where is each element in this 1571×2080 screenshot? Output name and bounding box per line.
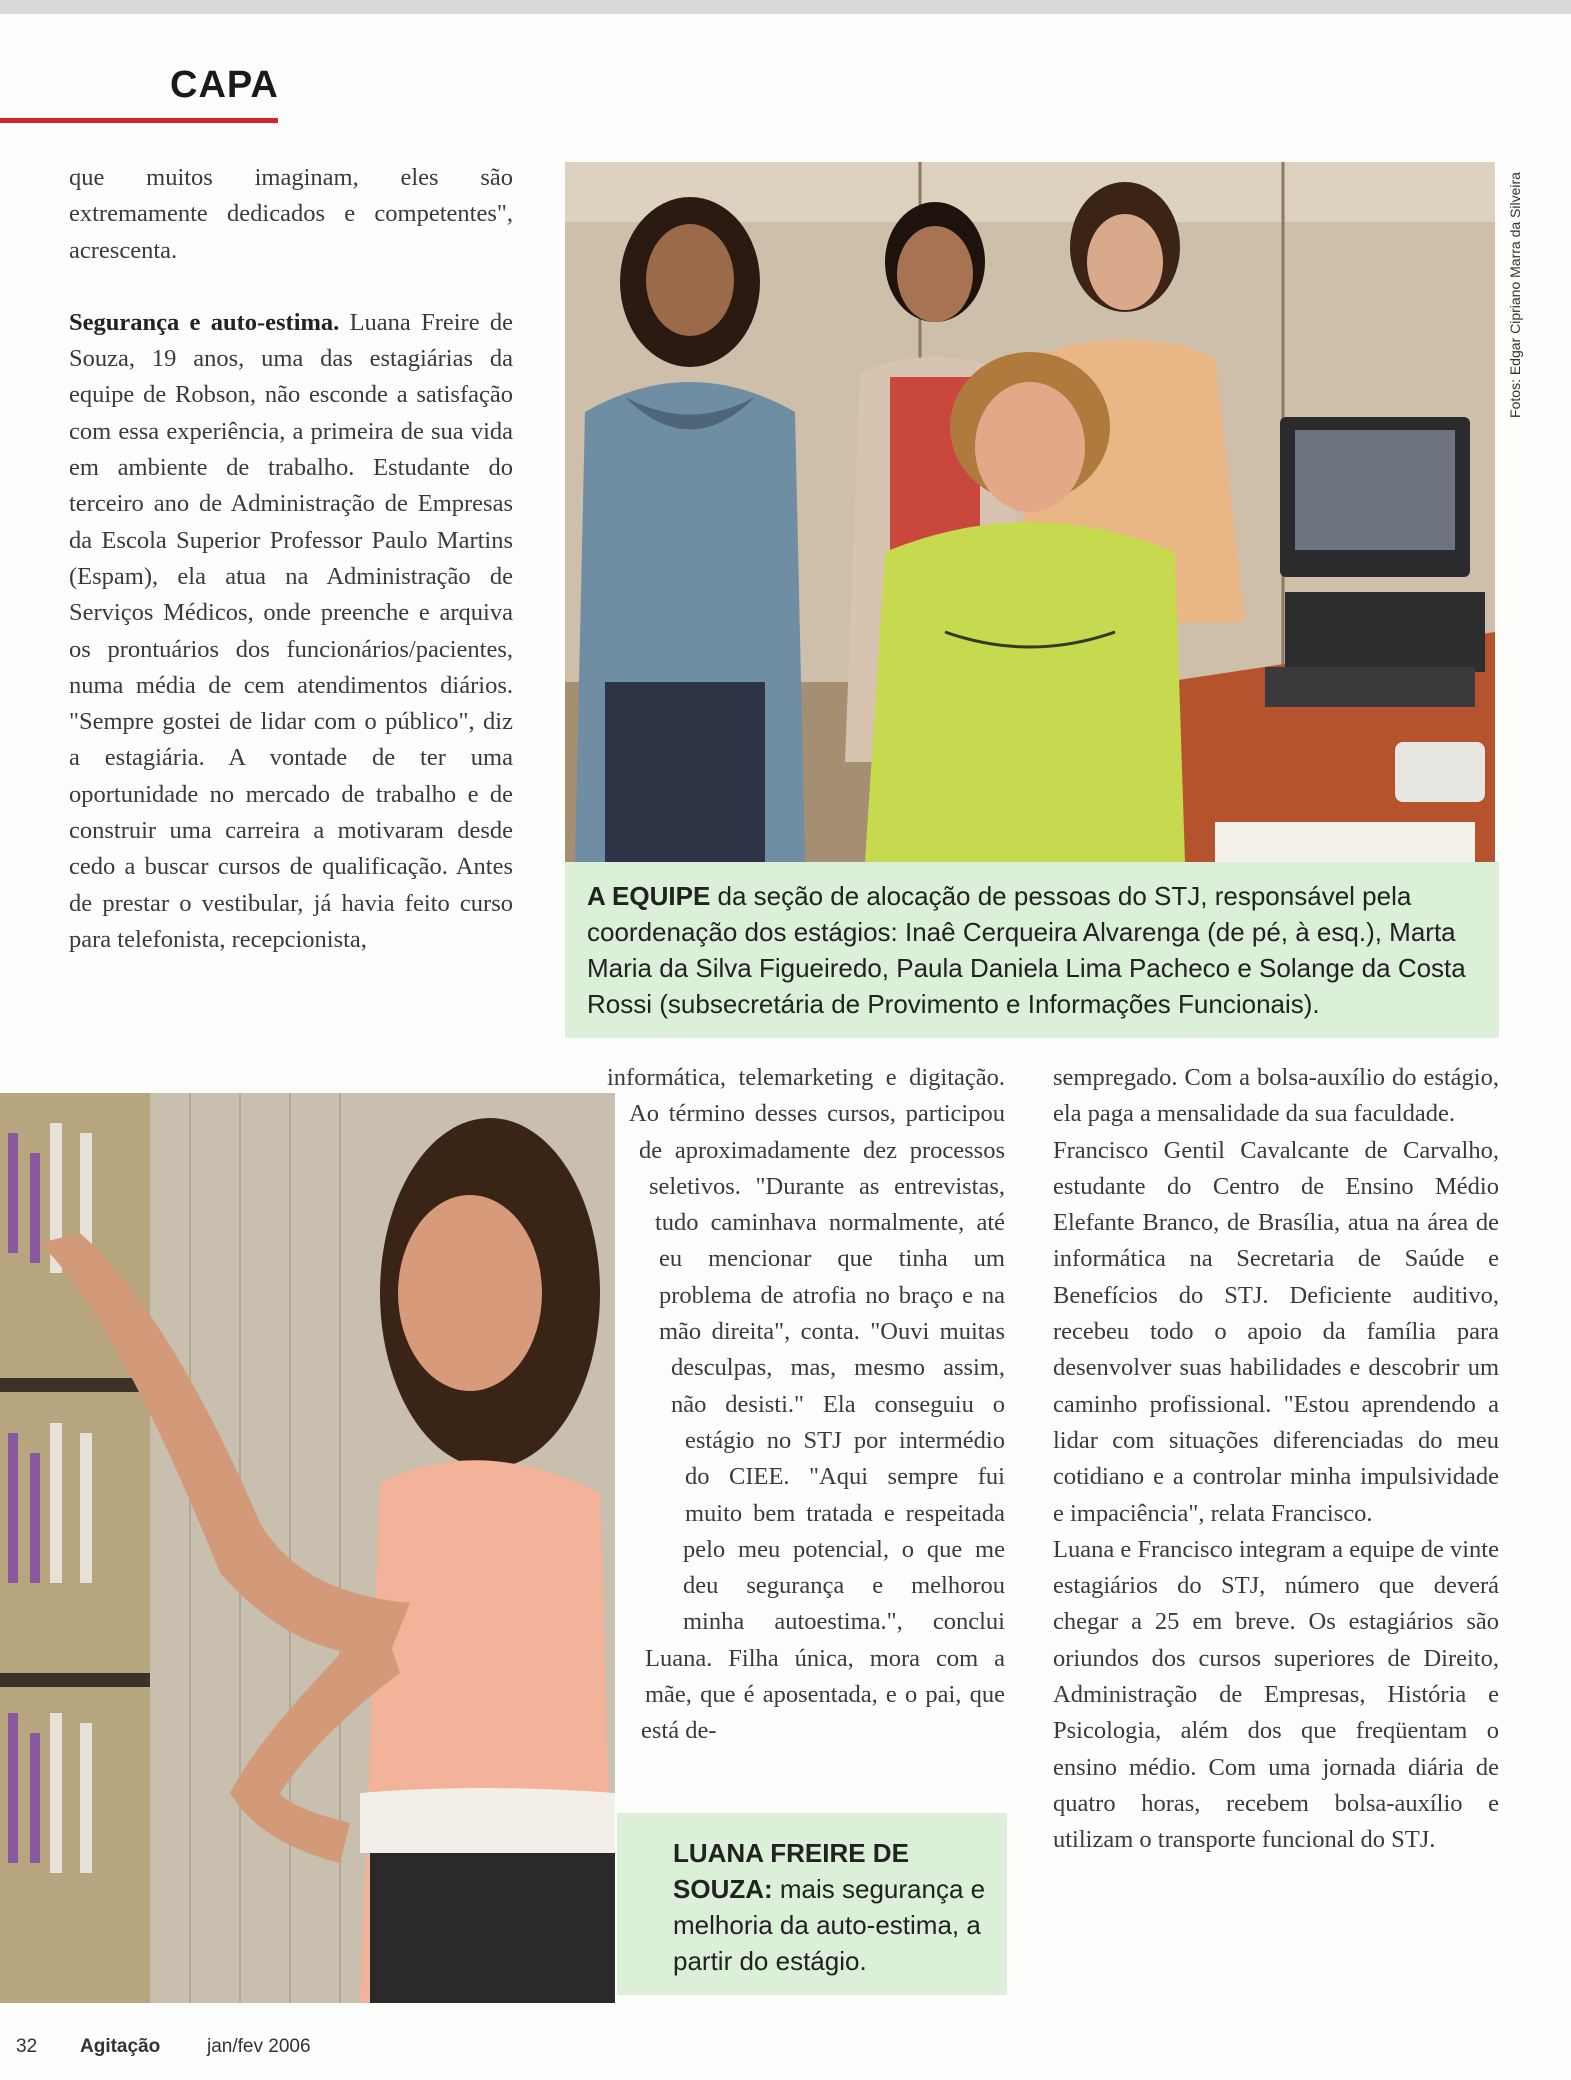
caption-lead: A EQUIPE (587, 881, 711, 911)
caption-body: mais segurança e melhoria da auto-estima, a partir do estágio. (673, 1874, 986, 1976)
paragraph-lead: Segurança e auto-estima. (69, 308, 340, 336)
column-left (69, 160, 513, 958)
column-middle (585, 1060, 1005, 1816)
team-photo-illustration (565, 162, 1495, 862)
team-photo (565, 162, 1495, 862)
paragraph: que muitos imaginam, eles são extremamente dedicados e competentes", acrescenta. (69, 164, 513, 264)
issue-date: jan/fev 2006 (207, 2036, 311, 2057)
caption-text (587, 878, 1479, 1022)
caption-luana (617, 1813, 1007, 1995)
paragraph (69, 305, 513, 958)
section-rule (0, 118, 278, 123)
photo-credit: Fotos: Edgar Cipriano Marra da Silveira (1507, 172, 1523, 418)
caption-text (673, 1835, 991, 1979)
luana-photo (0, 1093, 615, 2003)
caption-lead: LUANA FREIRE DE SOUZA: (673, 1838, 909, 1904)
page-number: 32 (16, 2036, 38, 2057)
caption-body: da seção de alocação de pessoas do STJ, responsável pela coordenação dos estágios: Inaê Cerqueira Alvarenga (de pé, à esq.), Marta Maria da Silva Figueiredo, Paula Daniela Lima Pacheco e Solange da Costa Rossi (subsecretária de Provimento e Informações Funcionais). (587, 881, 1466, 1019)
caption-team (565, 862, 1499, 1038)
scan-edge (0, 0, 1571, 14)
paragraph-text: Luana Freire de Souza, 19 anos, uma das estagiárias da equipe de Robson, não esconde a satisfação com essa experiência, a primeira de sua vida em ambiente de trabalho. Estudante do terceiro ano de Administração de Empresas da Escola Superior Professor Paulo Martins (Espam), ela atua na Administração de Serviços Médicos, onde preenche e arquiva os prontuários dos funcionários/pacientes, numa média de cem atendimentos diários. "Sempre gostei de lidar com o público", diz a estagiária. A vontade de ter uma oportunidade no mercado de trabalho e de construir uma carreira a motivaram desde cedo a buscar cursos de qualificação. Antes de prestar o vestibular, já havia feito curso para telefonista, recepcionista, (69, 308, 513, 953)
paragraph: Francisco Gentil Cavalcante de Carvalho, estudante do Centro de Ensino Médio Elefante Branco, de Brasília, atua na área de informática na Secretaria de Saúde e Benefícios do STJ. Deficiente auditivo, recebeu todo o apoio da família para desenvolver suas habilidades e descobrir um caminho profissional. "Estou aprendendo a lidar com situações diferenciadas do meu cotidiano e a controlar minha impulsividade e impaciência", relata Francisco. (1053, 1136, 1499, 1527)
paragraph: sempregado. Com a bolsa-auxílio do estágio, ela paga a mensalidade da sua faculdade. (1053, 1064, 1499, 1128)
paragraph: informática, telemarketing e digitação. Ao término desses cursos, participou de aproximadamente dez processos seletivos. "Durante as entrevistas, tudo caminhava normalmente, até eu mencionar que tinha um problema de atrofia no braço e na mão direita", conta. "Ouvi muitas desculpas, mas, mesmo assim, não desisti." Ela conseguiu o estágio no STJ por intermédio do CIEE. "Aqui sempre fui muito bem tratada e respeitada pelo meu potencial, o que me deu segurança e melhorou minha autoestima.", conclui Luana. Filha única, mora com a mãe, que é aposentada, e o pai, que está de- (607, 1064, 1005, 1745)
paragraph: Luana e Francisco integram a equipe de vinte estagiários do STJ, número que deverá chegar a 25 em breve. Os estagiários são oriundos dos cursos superiores de Direito, Administração de Empresas, História e Psicologia, além dos que freqüentam o ensino médio. Com uma jornada diária de quatro horas, recebem bolsa-auxílio e utilizam o transporte funcional do STJ. (1053, 1535, 1499, 1854)
magazine-name: Agitação (80, 2036, 161, 2057)
column-right (1053, 1060, 1499, 1859)
luana-photo-illustration (0, 1093, 615, 2003)
section-title: CAPA (170, 64, 279, 106)
